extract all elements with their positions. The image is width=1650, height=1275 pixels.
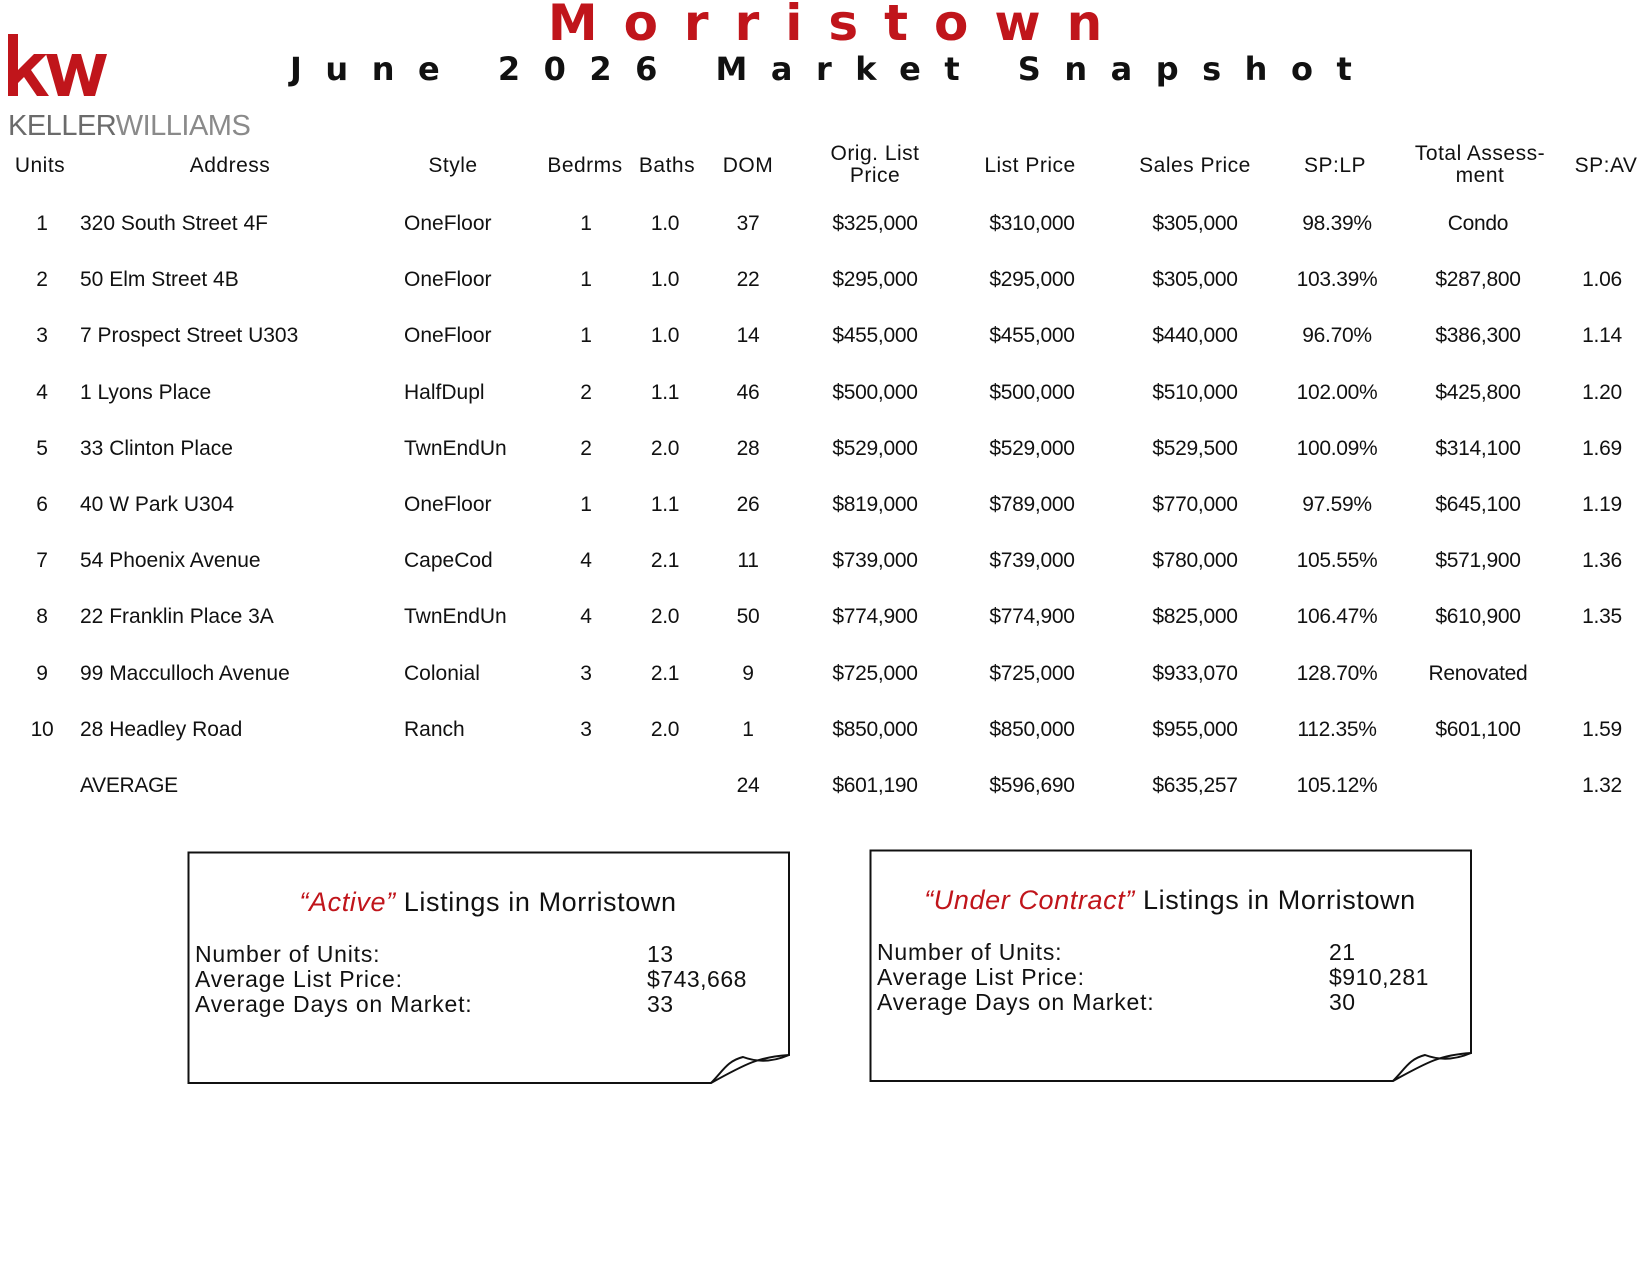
- col-header-total-assess-line2: ment: [1455, 164, 1505, 187]
- active-units-label: Number of Units:: [195, 941, 381, 967]
- cell-orig: $295,000: [832, 268, 918, 291]
- cell-sales: $305,000: [1152, 268, 1238, 291]
- cell-unit: 8: [36, 605, 48, 628]
- cell-orig: $455,000: [832, 324, 918, 347]
- cell-orig: $500,000: [832, 381, 918, 404]
- under-contract-listings-box: [869, 849, 1477, 1085]
- cell-spav: 1.35: [1582, 605, 1622, 628]
- cell-bedrms: 1: [580, 493, 592, 516]
- cell-bedrms: 4: [580, 549, 592, 572]
- contract-dom-value: 30: [1329, 989, 1356, 1015]
- page-title: Morristown: [547, 0, 1129, 52]
- cell-style: Ranch: [404, 718, 465, 741]
- cell-baths: 2.0: [650, 718, 680, 741]
- cell-unit: 7: [36, 549, 48, 572]
- contract-price-value: $910,281: [1329, 964, 1429, 990]
- cell-baths: 1.0: [650, 324, 680, 347]
- cell-unit: 3: [36, 324, 48, 347]
- logo-wordmark: [8, 112, 250, 141]
- active-price-value: $743,668: [647, 966, 747, 992]
- cell-splp: 102.00%: [1296, 381, 1378, 404]
- col-header-list-price: List Price: [984, 154, 1076, 177]
- cell-address: 54 Phoenix Avenue: [80, 549, 261, 572]
- col-header-orig-list-price: [815, 143, 935, 187]
- cell-orig: $725,000: [832, 662, 918, 685]
- col-header-total-assess-line1: Total Assess-: [1414, 142, 1546, 165]
- active-box-title: [187, 889, 789, 916]
- cell-address: 1 Lyons Place: [80, 381, 212, 404]
- cell-bedrms: 2: [580, 381, 592, 404]
- cell-address: 40 W Park U304: [80, 493, 235, 516]
- cell-sales: $510,000: [1152, 381, 1238, 404]
- cell-sales: $933,070: [1152, 662, 1238, 685]
- cell-address: 7 Prospect Street U303: [80, 324, 299, 347]
- active-title-emphasis: “Active”: [299, 887, 396, 917]
- active-price-label: Average List Price:: [195, 966, 403, 992]
- average-label: AVERAGE: [80, 774, 178, 797]
- active-title-rest: Listings in Morristown: [395, 887, 677, 917]
- cell-bedrms: 3: [580, 662, 592, 685]
- cell-unit: 4: [36, 381, 48, 404]
- contract-box-title: [869, 887, 1471, 914]
- active-dom-value: 33: [647, 991, 674, 1017]
- cell-style: CapeCod: [404, 549, 493, 572]
- cell-assess: $571,900: [1435, 549, 1521, 572]
- average-orig: $601,190: [832, 774, 918, 797]
- cell-dom: 11: [737, 549, 759, 572]
- cell-sales: $440,000: [1152, 324, 1238, 347]
- cell-baths: 1.0: [650, 212, 680, 235]
- cell-dom: 1: [742, 718, 754, 741]
- cell-unit: 5: [36, 437, 48, 460]
- cell-style: OneFloor: [404, 324, 492, 347]
- col-header-units: Units: [14, 154, 66, 177]
- cell-style: TwnEndUn: [404, 437, 507, 460]
- cell-orig: $774,900: [832, 605, 918, 628]
- cell-baths: 2.0: [650, 437, 680, 460]
- cell-address: 22 Franklin Place 3A: [80, 605, 274, 628]
- cell-baths: 1.1: [650, 493, 680, 516]
- cell-assess: $425,800: [1435, 381, 1521, 404]
- cell-spav: 1.20: [1582, 381, 1622, 404]
- cell-baths: 2.0: [650, 605, 680, 628]
- active-listings-box: [187, 851, 795, 1087]
- cell-dom: 50: [736, 605, 760, 628]
- cell-list: $500,000: [989, 381, 1075, 404]
- cell-address: 33 Clinton Place: [80, 437, 233, 460]
- cell-list: $850,000: [989, 718, 1075, 741]
- cell-assess: Renovated: [1428, 662, 1528, 685]
- cell-spav: 1.06: [1582, 268, 1622, 291]
- cell-bedrms: 1: [580, 212, 592, 235]
- cell-address: 28 Headley Road: [80, 718, 243, 741]
- cell-assess: $314,100: [1435, 437, 1521, 460]
- cell-bedrms: 2: [580, 437, 592, 460]
- col-header-sp-lp: SP:LP: [1303, 154, 1367, 177]
- col-header-orig-list-line2: Price: [849, 164, 901, 187]
- cell-style: Colonial: [404, 662, 480, 685]
- cell-sales: $529,500: [1152, 437, 1238, 460]
- average-spav: 1.32: [1582, 774, 1622, 797]
- cell-address: 320 South Street 4F: [80, 212, 268, 235]
- cell-bedrms: 1: [580, 268, 592, 291]
- cell-assess: Condo: [1447, 212, 1509, 235]
- cell-splp: 98.39%: [1302, 212, 1372, 235]
- average-splp: 105.12%: [1296, 774, 1378, 797]
- cell-baths: 2.1: [650, 549, 680, 572]
- col-header-total-assessment: [1400, 143, 1560, 187]
- contract-dom-label: Average Days on Market:: [877, 989, 1155, 1015]
- contract-title-rest: Listings in Morristown: [1134, 885, 1416, 915]
- cell-dom: 28: [736, 437, 760, 460]
- cell-bedrms: 1: [580, 324, 592, 347]
- cell-orig: $739,000: [832, 549, 918, 572]
- cell-sales: $780,000: [1152, 549, 1238, 572]
- cell-bedrms: 3: [580, 718, 592, 741]
- cell-splp: 128.70%: [1296, 662, 1378, 685]
- cell-dom: 9: [742, 662, 754, 685]
- average-sales: $635,257: [1152, 774, 1238, 797]
- cell-dom: 14: [736, 324, 760, 347]
- cell-unit: 1: [36, 212, 48, 235]
- cell-dom: 46: [736, 381, 760, 404]
- active-dom-label: Average Days on Market:: [195, 991, 473, 1017]
- cell-style: OneFloor: [404, 212, 492, 235]
- logo-word-williams: WILLIAMS: [115, 110, 251, 142]
- cell-spav: 1.19: [1582, 493, 1622, 516]
- contract-price-label: Average List Price:: [877, 964, 1085, 990]
- cell-style: OneFloor: [404, 493, 492, 516]
- col-header-baths: Baths: [638, 154, 696, 177]
- cell-spav: 1.69: [1582, 437, 1622, 460]
- cell-list: $295,000: [989, 268, 1075, 291]
- cell-style: OneFloor: [404, 268, 492, 291]
- col-header-bedrms: Bedrms: [547, 154, 623, 177]
- cell-orig: $850,000: [832, 718, 918, 741]
- cell-assess: $610,900: [1435, 605, 1521, 628]
- cell-bedrms: 4: [580, 605, 592, 628]
- cell-style: HalfDupl: [404, 381, 485, 404]
- cell-unit: 9: [36, 662, 48, 685]
- contract-units-value: 21: [1329, 939, 1356, 965]
- col-header-address: Address: [189, 154, 271, 177]
- cell-baths: 1.0: [650, 268, 680, 291]
- cell-splp: 112.35%: [1297, 718, 1377, 741]
- cell-baths: 2.1: [650, 662, 680, 685]
- cell-assess: $386,300: [1435, 324, 1521, 347]
- contract-units-label: Number of Units:: [877, 939, 1063, 965]
- cell-orig: $529,000: [832, 437, 918, 460]
- cell-orig: $819,000: [832, 493, 918, 516]
- cell-baths: 1.1: [650, 381, 680, 404]
- col-header-sales-price: Sales Price: [1139, 154, 1251, 177]
- cell-assess: $287,800: [1435, 268, 1521, 291]
- logo-word-keller: KELLER: [8, 110, 116, 142]
- cell-spav: 1.59: [1582, 718, 1622, 741]
- cell-dom: 22: [736, 268, 760, 291]
- cell-list: $774,900: [989, 605, 1075, 628]
- contract-title-emphasis: “Under Contract”: [924, 885, 1135, 915]
- cell-list: $725,000: [989, 662, 1075, 685]
- col-header-sp-av: SP:AV: [1574, 154, 1638, 177]
- page-subtitle: June 2026 Market Snapshot: [290, 50, 1376, 88]
- average-dom: 24: [736, 774, 760, 797]
- cell-dom: 26: [736, 493, 760, 516]
- cell-splp: 100.09%: [1296, 437, 1378, 460]
- cell-splp: 97.59%: [1302, 493, 1372, 516]
- col-header-dom: DOM: [722, 154, 774, 177]
- cell-assess: $645,100: [1435, 493, 1521, 516]
- cell-dom: 37: [736, 212, 760, 235]
- cell-unit: 2: [36, 268, 48, 291]
- cell-list: $529,000: [989, 437, 1075, 460]
- cell-splp: 105.55%: [1296, 549, 1378, 572]
- cell-orig: $325,000: [832, 212, 918, 235]
- cell-sales: $305,000: [1152, 212, 1238, 235]
- cell-unit: 6: [36, 493, 48, 516]
- cell-list: $310,000: [989, 212, 1075, 235]
- cell-style: TwnEndUn: [404, 605, 507, 628]
- cell-list: $739,000: [989, 549, 1075, 572]
- cell-address: 50 Elm Street 4B: [80, 268, 239, 291]
- cell-unit: 10: [30, 718, 54, 741]
- cell-address: 99 Macculloch Avenue: [80, 662, 290, 685]
- cell-splp: 106.47%: [1296, 605, 1378, 628]
- cell-sales: $955,000: [1152, 718, 1238, 741]
- cell-spav: 1.14: [1582, 324, 1622, 347]
- cell-list: $789,000: [989, 493, 1075, 516]
- cell-spav: 1.36: [1582, 549, 1622, 572]
- active-units-value: 13: [647, 941, 674, 967]
- average-list: $596,690: [989, 774, 1075, 797]
- col-header-orig-list-line1: Orig. List: [830, 142, 920, 165]
- cell-sales: $825,000: [1152, 605, 1238, 628]
- col-header-style: Style: [428, 154, 478, 177]
- cell-splp: 96.70%: [1302, 324, 1372, 347]
- cell-splp: 103.39%: [1296, 268, 1378, 291]
- cell-list: $455,000: [989, 324, 1075, 347]
- cell-sales: $770,000: [1152, 493, 1238, 516]
- cell-assess: $601,100: [1435, 718, 1521, 741]
